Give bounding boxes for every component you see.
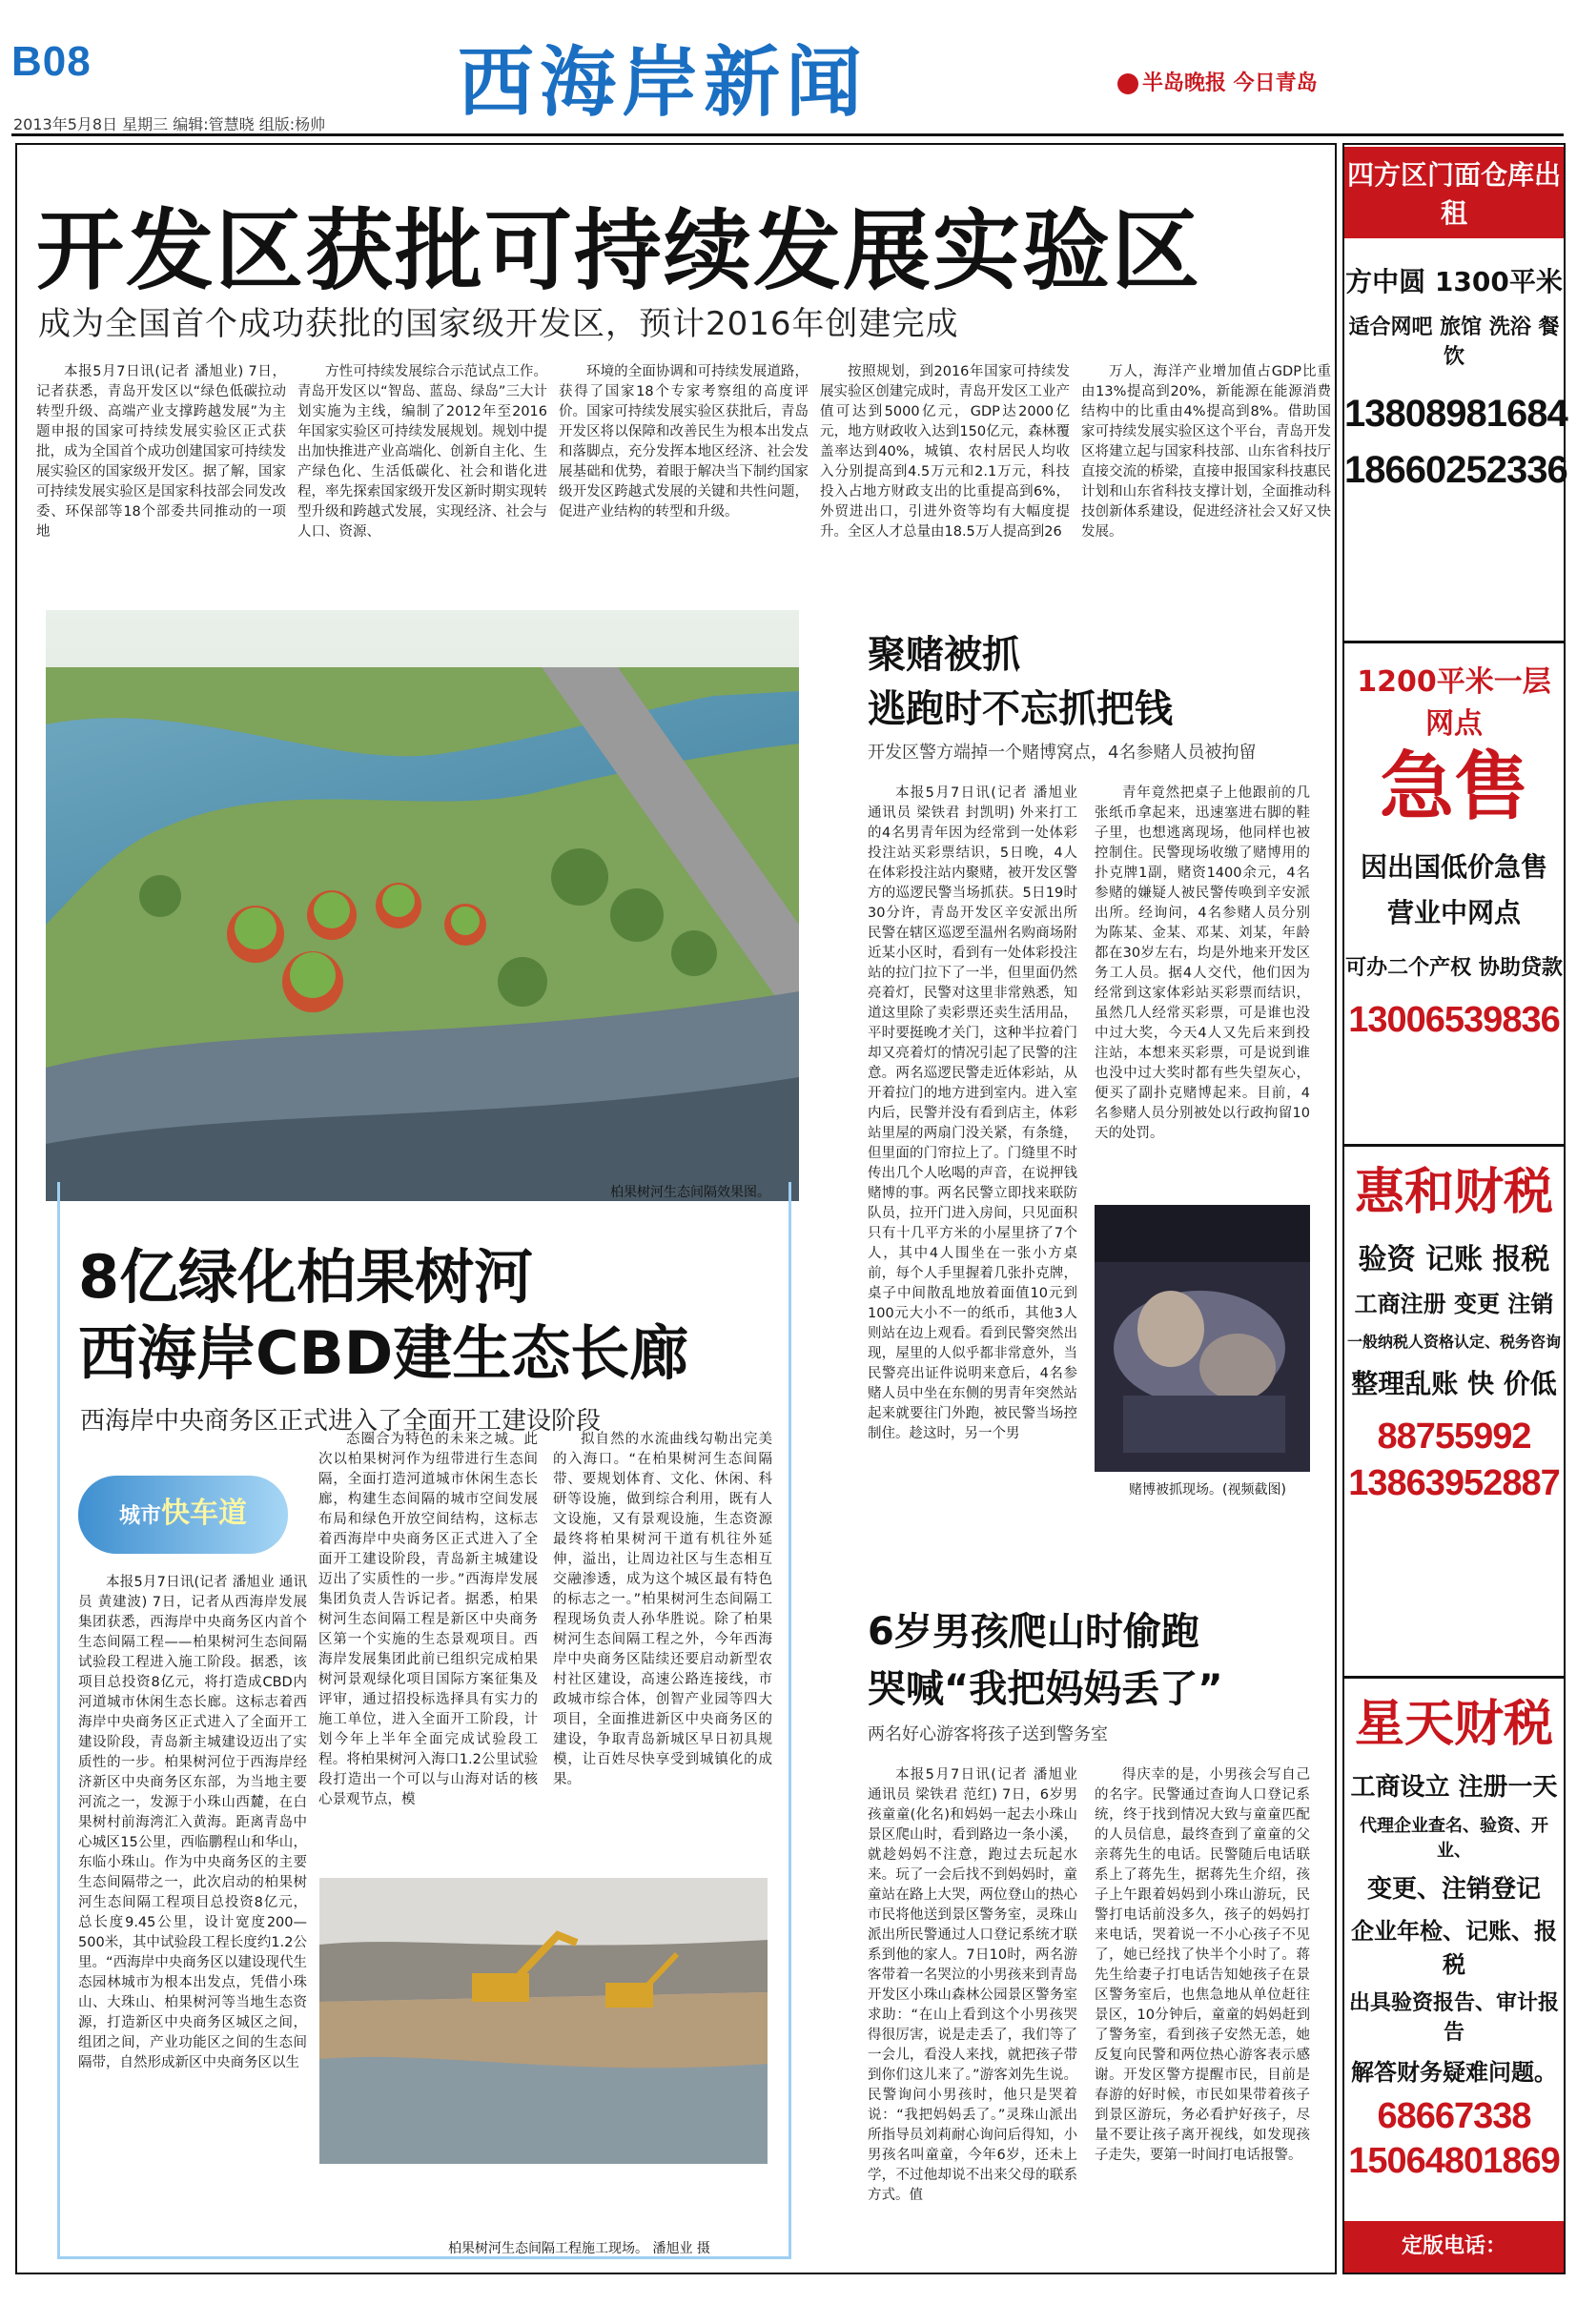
story2-subheadline: 西海岸中央商务区正式进入了全面开工建设阶段 xyxy=(80,1407,602,1436)
section-title: 西海岸新闻 xyxy=(458,38,868,127)
story3-headline-line2: 逃跑时不忘抓把钱 xyxy=(868,687,1173,731)
story4-subheadline: 两名好心游客将孩子送到警务室 xyxy=(868,1724,1108,1744)
story4-headline-line2: 哭喊“我把妈妈丢了” xyxy=(868,1667,1223,1711)
ad-3-title: 惠和财税 xyxy=(1354,1164,1553,1221)
ad-3-line2: 工商注册 变更 注销 xyxy=(1354,1291,1554,1317)
story2-text: 本报5月7日讯(记者 潘旭业 通讯员 黄建波) 7日，记者从西海岸发展集团获悉，西海岸中央商务区内首个生态间隔工程——柏果树河生态间隔试验段工程进入施工阶段。据悉，该项目总投资8亿元，将打造成CBD内河道城市休闲生态长廊。这标志着西海岸中央商务区正式进入了全面开工建设阶段，青岛新主城建设迈出了实质性的一步。柏果树河位于西海岸经济新区中央商务区东部，为当地主要河流之一，发源于小珠山西麓，在白果树村前海湾汇入黄海。距离青岛中心城区15公里，西临鹏程山和华山，东临小珠山。作为中央商务区的主要生态间隔带之一，此次启动的柏果树河生态间隔工程项目总投资8亿元，总长度9.45公里，设计宽度200—500米，其中试验段工程长度约1.2公里。“西海岸中央商务区以建设现代生态园林城市为根本出发点，凭借小珠山、大珠山、柏果树河等当地生态资源，打造新区中央商务区城区之间，组团之间，产业功能区之间的生态间隔带，自然形成新区中央商务区以生 xyxy=(78,1575,307,2070)
story4-column-2 xyxy=(1095,1765,1310,2261)
ad-4-phone2: 15064801869 xyxy=(1348,2141,1560,2181)
ad-divider xyxy=(1344,1144,1564,1147)
lead-text: 方性可持续发展综合示范试点工作。青岛开发区以“智岛、蓝岛、绿岛”三大计划实施为主线，编制了2012年至2016年国家实验区可持续发展规划。规划中提出加快推进产业高端化、创新自主化、生产绿色化、生活低碳化、社会和谐化进程，率先探索国家级开发区新时期实现转型升级和跨越式发展，实现经济、社会与人口、资源、 xyxy=(297,364,547,540)
badge-bottom-text: 快车道 xyxy=(161,1497,247,1530)
ad-1-phone2: 18660252336 xyxy=(1344,449,1567,491)
ad-2 xyxy=(1344,658,1564,1041)
masthead-rule xyxy=(11,133,1564,136)
ad-2-headline: 急售 xyxy=(1379,744,1528,830)
ad-3-phone2: 13863952887 xyxy=(1348,1463,1560,1503)
lead-column-4 xyxy=(820,362,1070,581)
story2-text: 拟自然的水流曲线勾勒出完美的入海口。“在柏果树河生态间隔带、要规划体育、文化、休闲、科研等设施，做到综合利用，既有人文设施，又有景观设施，生态资源最终将柏果树河干道有机往外延伸，溢出，让周边社区与生态相互交融渗透，成为这个城区最有特色的标志之一。”柏果树河生态间隔工程现场负责人孙华胜说。除了柏果树河生态间隔工程之外，今年西海岸中央商务区陆续还要启动新型农村社区建设，高速公路连接线，市政城市综合体，创智产业园等四大项目，全面推进新区中央商务区的建设，争取青岛新城区早日初具规模，让百姓尽快享受到城镇化的成果。 xyxy=(553,1432,772,1787)
ad-4-line3: 变更、注销登记 xyxy=(1366,1875,1541,1904)
river-rendering-photo xyxy=(46,610,799,1201)
ad-3-line3: 一般纳税人资格认定、税务咨询 xyxy=(1346,1333,1561,1351)
story3-subheadline: 开发区警方端掉一个赌博窝点，4名参赌人员被拘留 xyxy=(868,743,1257,763)
ad-4-line4: 企业年检、记账、报税 xyxy=(1351,1918,1557,1978)
story3-column-1 xyxy=(868,784,1077,1556)
ad-3-line1: 验资 记账 报税 xyxy=(1358,1243,1550,1276)
ad-2-title: 1200平米一层网点 xyxy=(1357,665,1551,741)
story4-headline-line1: 6岁男孩爬山时偷跑 xyxy=(868,1610,1199,1654)
story2-headline-line1: 8亿绿化柏果树河 xyxy=(78,1242,534,1312)
ad-4 xyxy=(1344,1693,1564,2182)
lead-subheadline: 成为全国首个成功获批的国家级开发区，预计2016年创建完成 xyxy=(38,305,959,343)
ad-divider xyxy=(1344,641,1564,643)
site-photo-caption: 柏果树河生态间隔工程施工现场。 潘旭业 摄 xyxy=(448,2241,710,2256)
ad-2-line3: 可办二个产权 协助贷款 xyxy=(1345,956,1563,980)
ad-divider xyxy=(1344,1676,1564,1679)
ad-2-phone: 13006539836 xyxy=(1348,1000,1560,1040)
ad-4-line6: 解答财务疑难问题。 xyxy=(1351,2059,1557,2086)
lead-headline: 开发区获批可持续发展实验区 xyxy=(36,200,1202,302)
ad-1-line2: 适合网吧 旅馆 洗浴 餐饮 xyxy=(1348,316,1560,369)
ad-1-phone1: 13808981684 xyxy=(1344,393,1567,435)
story2-column-1 xyxy=(78,1573,307,2240)
gambling-scene-photo xyxy=(1095,1205,1310,1472)
ad-1-title: 四方区门面仓库出租 xyxy=(1344,147,1564,238)
story3-text: 本报5月7日讯(记者 潘旭业 通讯员 梁铁君 封凯明) 外来打工的4名男青年因为经常到一处体彩投注站买彩票结识，5日晚，4人在体彩投注站内聚赌，被开发区警方的巡逻民警当场抓获。5日19时30分许，青岛开发区辛安派出所民警在辖区巡逻至温州名购商场附近某小区时，看到有一处体彩投注站的拉门拉下了一半，但里面仍然亮着灯，民警对这里非常熟悉，知道这里除了卖彩票还卖生活用品，平时要挺晚才关门，这种半拉着门却又亮着灯的情况引起了民警的注意。两名巡逻民警走近体彩站，从开着拉门的地方进到室内。进入室内后，民警并没有看到店主，体彩站里屋的两扇门没关紧，有条缝，但里面的门帘拉上了。门缝里不时传出几个人吆喝的声音，在说押钱赌博的事。两名民警立即找来联防队员，拉开门进入房间，只见面积只有十几平方米的小屋里挤了7个人，其中4人围坐在一张小方桌前，每个人手里握着几张扑克牌，桌子中间散乱地放着面值10元到100元大小不一的纸币，其他3人则站在边上观看。看到民警突然出现，屋里的人似乎都非常意外，当民警亮出证件说明来意后，4名参赌人员中坐在东侧的男青年突然站起来就要往门外跑，被民警当场控制住。趁这时，另一个男 xyxy=(868,785,1077,1441)
construction-site-photo xyxy=(319,1878,768,2164)
ad-1 xyxy=(1344,147,1567,492)
lead-column-1 xyxy=(36,362,286,581)
newspaper-logo xyxy=(1117,67,1318,96)
ad-footer-phone: 定版电话：81186679 xyxy=(1344,2221,1564,2273)
story3-column-2 xyxy=(1095,784,1310,1193)
story3-text: 青年竟然把桌子上他跟前的几张纸币拿起来，迅速塞进右脚的鞋子里，也想逃离现场，他同样也被控制住。民警现场收缴了赌博用的扑克牌1副，赌资1400余元，4名参赌的嫌疑人被民警传唤到辛安派出所。经询问，4名参赌人员分别为陈某、金某、邓某、刘某，年龄都在30岁左右，均是外地来开发区务工人员。据4人交代，他们因为经常到这家体彩站买彩票而结识，虽然几人经常买彩票，可是谁也没中过大奖，今天4人又先后来到投注站，本想来买彩票，可是说到谁也没中过大奖时都有些失望灰心，便买了副扑克赌博起来。目前，4名参赌人员分别被处以行政拘留10天的处罚。 xyxy=(1095,785,1310,1141)
city-express-badge xyxy=(78,1476,288,1554)
ad-2-line1: 因出国低价急售 xyxy=(1360,851,1547,883)
ad-4-line2: 代理企业查名、验资、开业、 xyxy=(1360,1816,1548,1861)
story4-text: 本报5月7日讯(记者 潘旭业 通讯员 梁铁君 范红) 7日，6岁男孩童童(化名)和妈妈一起去小珠山景区爬山时，看到路边一条小溪，就趁妈妈不注意，跑过去玩起水来。玩了一会后找不到妈妈时，童童站在路上大哭，两位登山的热心市民将他送到景区警务室，灵珠山派出所民警通过人口登记系统才联系到他的家人。7日10时，两名游客带着一名哭泣的小男孩来到青岛开发区小珠山森林公园景区警务室求助：“在山上看到这个小男孩哭得很厉害，说是走丢了，我们等了一会儿，看没人来找，就把孩子带到你们这儿来了。”游客刘先生说。民警询问小男孩时，他只是哭着说：“我把妈妈丢了。”灵珠山派出所指导员刘莉耐心询问后得知，小男孩名叫童童，今年6岁，还未上学，不过他却说不出来父母的联系方式。值 xyxy=(868,1767,1077,2203)
gambling-photo-caption: 赌博被抓现场。(视频截图) xyxy=(1129,1482,1286,1498)
page-number: B08 xyxy=(11,38,92,85)
lead-text: 本报5月7日讯(记者 潘旭业) 7日，记者获悉，青岛开发区以“绿色低碳拉动转型升级、高端产业支撑跨越发展”为主题申报的国家可持续发展实验区正式获批，成为全国首个成功创建国家可持续发展实验区的国家级开发区。据了解，国家可持续发展实验区是国家科技部会同发改委、环保部等18个部委共同推动的一项地 xyxy=(36,364,286,540)
story4-column-1 xyxy=(868,1765,1077,2261)
lead-column-5 xyxy=(1081,362,1331,581)
lead-text: 按照规划，到2016年国家可持续发展实验区创建完成时，青岛开发区工业产值可达到5000亿元，GDP达2000亿元，地方财政收入达到150亿元，森林覆盖率达到40%，城镇、农村居民人均收入分别提高到4.5万元和2.1万元，科技投入占地方财政支出的比重提高到6%，外贸进出口，引进外资等均有大幅度提升。全区人才总量由18.5万人提高到26 xyxy=(820,364,1070,540)
story3-headline-line1: 聚赌被抓 xyxy=(868,633,1020,677)
river-photo-caption: 柏果树河生态间隔效果图。 xyxy=(610,1185,770,1200)
ad-3-line4: 整理乱账 快 价低 xyxy=(1351,1368,1557,1399)
lead-text: 环境的全面协调和可持续发展道路，获得了国家18个专家考察组的高度评价。国家可持续发展实验区获批后，青岛开发区将以保障和改善民生为根本出发点和落脚点，充分发挥本地区经济、社会发展基础和优势，着眼于解决当下制约国家级开发区跨越式发展的关键和共性问题，促进产业结构的转型和升级。 xyxy=(559,364,809,520)
ad-4-line1: 工商设立 注册一天 xyxy=(1350,1773,1558,1802)
lead-column-3 xyxy=(559,362,809,581)
story2-headline-line2: 西海岸CBD建生态长廊 xyxy=(78,1318,689,1388)
ad-4-phone1: 68667338 xyxy=(1377,2096,1531,2136)
ad-1-line1: 方中圆 1300平米 xyxy=(1345,266,1563,297)
ad-3-phone1: 88755992 xyxy=(1377,1417,1531,1457)
badge-top-text: 城市 xyxy=(118,1504,161,1528)
ad-4-line5: 出具验资报告、审计报告 xyxy=(1348,1991,1559,2045)
logo-icon xyxy=(1117,73,1138,94)
issue-meta: 2013年5月8日 星期三 编辑:管慧晓 组版:杨帅 xyxy=(13,115,326,133)
brand-name: 半岛晚报 今日青岛 xyxy=(1142,71,1318,95)
story2-column-3 xyxy=(553,1430,772,1868)
lead-text: 万人，海洋产业增加值占GDP比重由13%提高到20%，新能源在能源消费结构中的比重由4%提高到8%。借助国家可持续发展实验区这个平台，青岛开发区将建立起与国家科技部、山东省科技厅直接交流的桥梁，直接申报国家科技惠民计划和山东省科技支撑计划，全面推动科技创新体系建设，促进经济社会又好又快发展。 xyxy=(1081,364,1331,540)
lead-column-2 xyxy=(297,362,547,581)
story2-column-2 xyxy=(318,1430,538,1868)
story2-text: 态圈合为特色的未来之城。此次以柏果树河作为纽带进行生态间隔，全面打造河道城市休闲生态长廊，构建生态间隔的城市空间发展布局和绿色开放空间结构，这标志着西海岸中央商务区正式进入了全面开工建设阶段，青岛新主城建设迈出了实质性的一步。”西海岸发展集团负责人告诉记者。据悉，柏果树河生态间隔工程是新区中央商务区第一个实施的生态景观项目。西海岸发展集团此前已组织完成柏果树河景观绿化项目国际方案征集及评审，通过招投标选择具有实力的施工单位，进入全面开工阶段，计划今年上半年全面完成试验段工程。将柏果树河入海口1.2公里试验段打造出一个可以与山海对话的核心景观节点，模 xyxy=(318,1432,538,1807)
story4-text: 得庆幸的是，小男孩会写自己的名字。民警通过查询人口登记系统，终于找到情况大致与童童匹配的人员信息，最终查到了童童的父亲蒋先生的电话。民警随后电话联系上了蒋先生，据蒋先生介绍，孩子上午跟着妈妈到小珠山游玩，民警打电话前没多久，孩子的妈妈打来电话，哭着说一不小心孩子不见了，她已经找了快半个小时了。蒋先生给妻子打电话告知她孩子在景区警务室后，也焦急地从单位赶往景区，10分钟后，童童的妈妈赶到了警务室，看到孩子安然无恙，她反复向民警和两位热心游客表示感谢。开发区警方提醒市民，目前是春游的好时候，市民如果带着孩子到景区游玩，务必看护好孩子，尽量不要让孩子离开视线，如发现孩子走失，要第一时间打电话报警。 xyxy=(1095,1767,1310,2163)
ad-2-line2: 营业中网点 xyxy=(1386,897,1521,928)
ad-3 xyxy=(1344,1161,1564,1504)
ad-4-title: 星天财税 xyxy=(1354,1696,1553,1753)
